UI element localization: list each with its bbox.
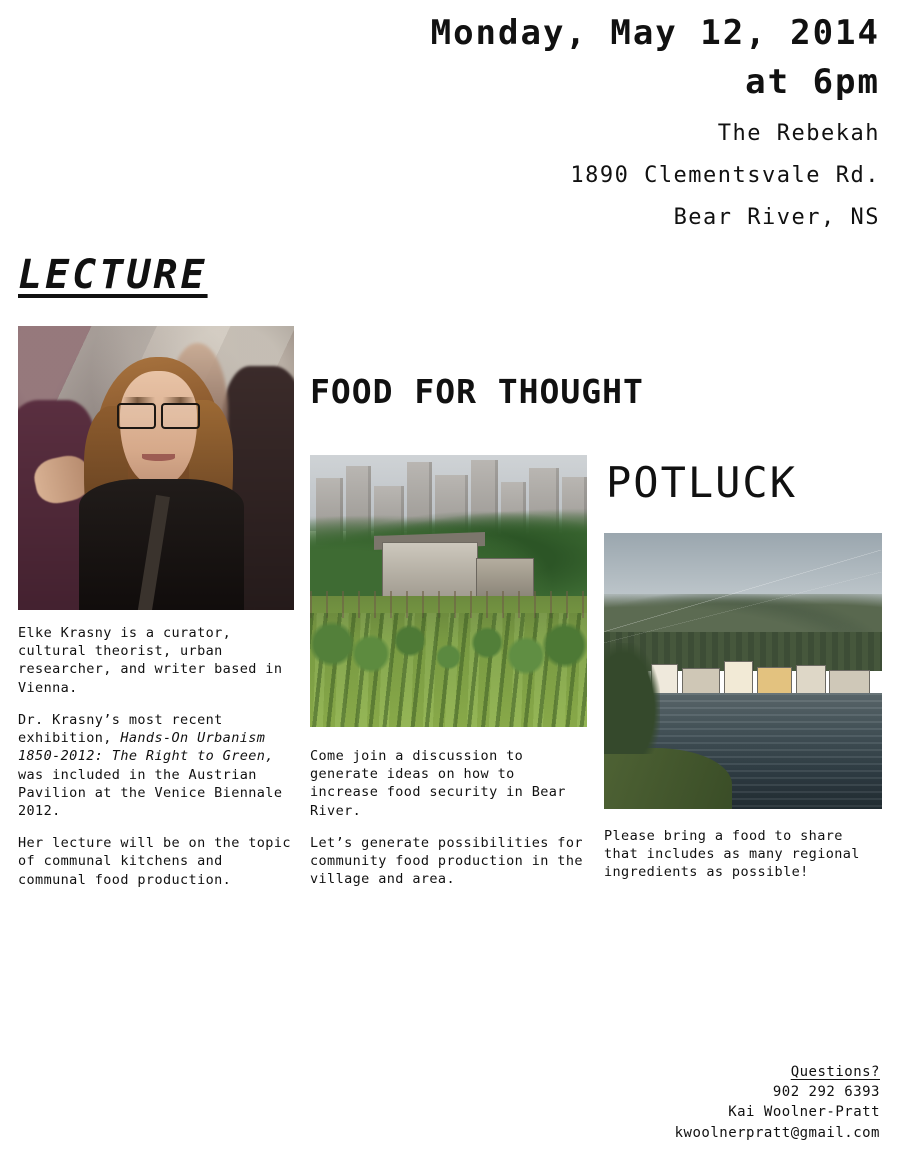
lecture-column — [18, 326, 294, 903]
lecture-paragraph-2: Her lecture will be on the topic of communal kitchens and communal food production. — [18, 835, 291, 888]
venue-name: The Rebekah — [717, 121, 880, 146]
potluck-column — [604, 533, 882, 896]
portrait-elke-krasny-image — [18, 326, 294, 610]
lecture-paragraph-1: Elke Krasny is a curator, cultural theorist, urban researcher, and writer based in Vienna. — [18, 625, 283, 696]
bear-river-village-image — [604, 533, 882, 809]
lecture-paragraph-exhibition — [18, 711, 294, 820]
contact-footer — [675, 1062, 880, 1143]
contact-phone: 902 292 6393 — [772, 1084, 880, 1101]
food-for-thought-text — [310, 747, 587, 889]
potluck-heading: POTLUCK — [606, 458, 798, 507]
exhibition-text-after: was included in the Austrian Pavilion at the Venice Biennale 2012. — [18, 766, 283, 819]
venue-address: 1890 Clementsvale Rd. — [570, 162, 880, 188]
event-header — [260, 12, 880, 238]
potluck-paragraph-1: Please bring a food to share that includes as many regional ingredients as possible! — [604, 828, 860, 881]
exhibition-title: Hands-On Urbanism 1850-2012: The Right to Green, — [18, 730, 274, 765]
contact-name: Kai Woolner-Pratt — [728, 1104, 880, 1121]
venue-block — [260, 113, 880, 238]
urban-garden-image — [310, 455, 587, 727]
fft-paragraph-1: Come join a discussion to generate ideas on how to increase food security in Bear River. — [310, 748, 566, 819]
potluck-text — [604, 827, 882, 882]
lecture-text — [18, 624, 294, 889]
contact-email: kwoolnerpratt@gmail.com — [674, 1124, 880, 1141]
food-for-thought-heading: FOOD FOR THOUGHT — [310, 372, 644, 411]
fft-paragraph-2: Let’s generate possibilities for community food production in the village and area. — [310, 834, 583, 888]
lecture-heading: LECTURE — [18, 252, 208, 298]
event-date: Monday, May 12, 2014 — [430, 13, 880, 53]
food-for-thought-column — [310, 455, 587, 903]
questions-label: Questions? — [790, 1063, 880, 1080]
event-time: at 6pm — [745, 61, 880, 102]
venue-city: Bear River, NS — [673, 204, 880, 230]
exhibition-text-before: Dr. Krasny’s most recent exhibition, — [18, 711, 223, 747]
